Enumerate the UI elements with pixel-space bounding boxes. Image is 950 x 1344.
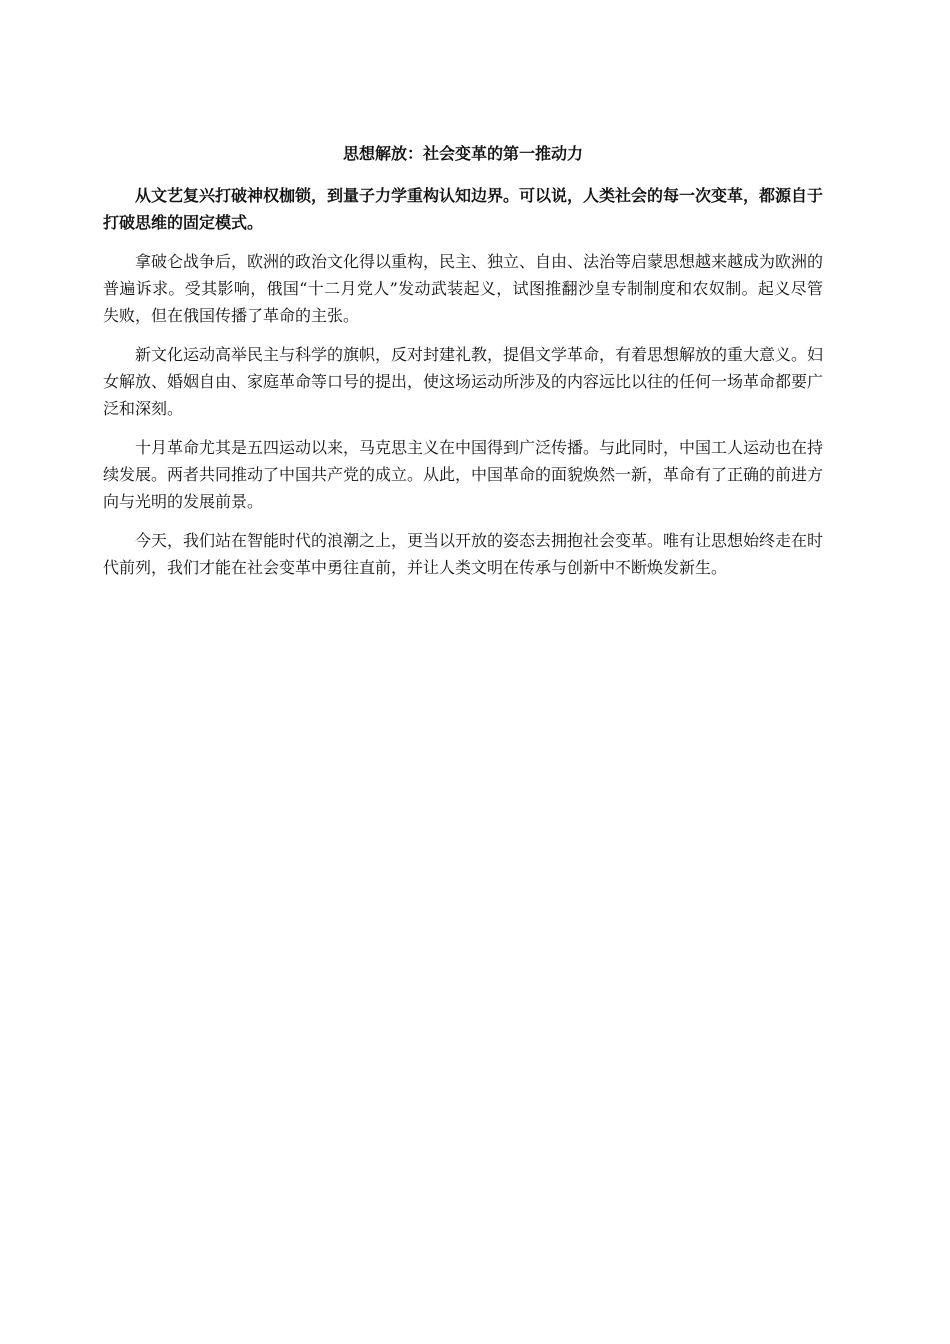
body-paragraph-3: 十月革命尤其是五四运动以来，马克思主义在中国得到广泛传播。与此同时，中国工人运动也在持续发展。两者共同推动了中国共产党的成立。从此，中国革命的面貌焕然一新，革命有了正确的前进方向与光明的发展前景。 [103,438,824,511]
document-title: 思想解放：社会变革的第一推动力 [342,144,583,163]
document-page [103,140,823,593]
lead-paragraph: 从文艺复兴打破神权枷锁，到量子力学重构认知边界。可以说，人类社会的每一次变革，都源自于打破思维的固定模式。 [103,186,824,232]
body-paragraph-4: 今天，我们站在智能时代的浪潮之上，更当以开放的姿态去拥抱社会变革。唯有让思想始终走在时代前列，我们才能在社会变革中勇往直前，并让人类文明在传承与创新中不断焕发新生。 [103,531,824,577]
body-paragraph-2: 新文化运动高举民主与科学的旗帜，反对封建礼教，提倡文学革命，有着思想解放的重大意义。妇女解放、婚姻自由、家庭革命等口号的提出，使这场运动所涉及的内容远比以往的任何一场革命都要广泛和深刻。 [103,345,824,418]
body-paragraph-1: 拿破仑战争后，欧洲的政治文化得以重构，民主、独立、自由、法治等启蒙思想越来越成为欧洲的普遍诉求。受其影响，俄国“十二月党人”发动武装起义，试图推翻沙皇专制制度和农奴制。起义尽管失败，但在俄国传播了革命的主张。 [103,252,824,325]
